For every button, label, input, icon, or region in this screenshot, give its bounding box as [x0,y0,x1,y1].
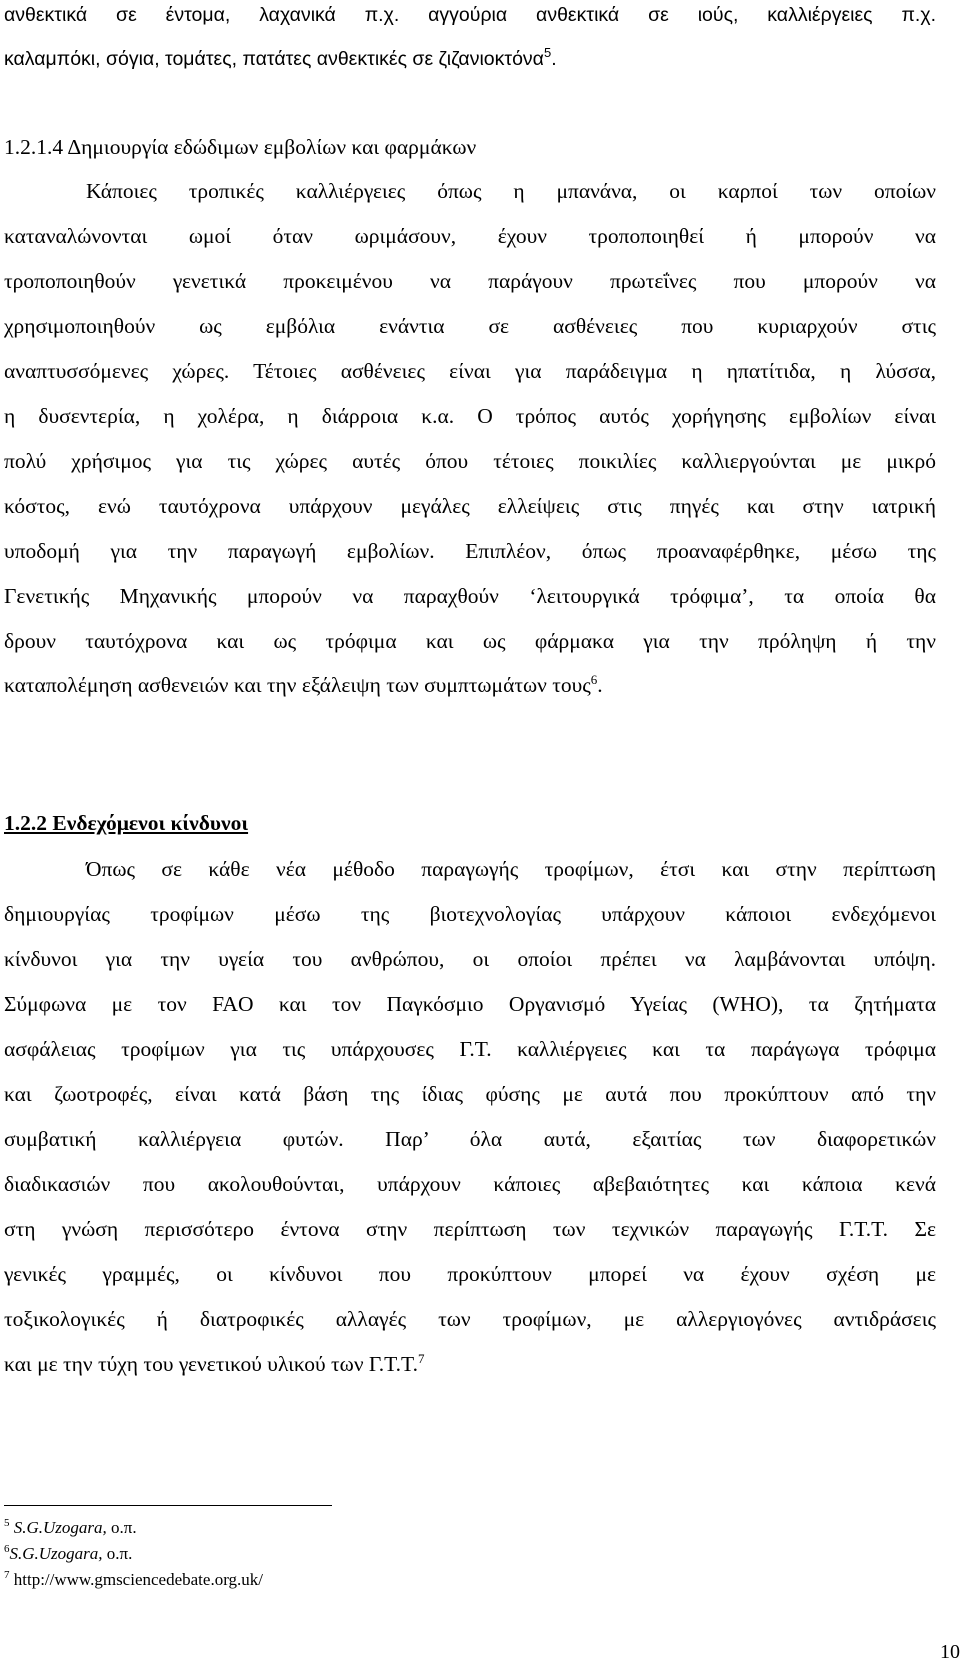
paragraph-last-line-text: καταπολέμηση ασθενειών και την εξάλειψη των συμπτωμάτων τους [4,673,591,697]
paragraph-line: διαδικασιών που ακολουθούνται, υπάρχουν κάποιες αβεβαιότητες και κάποια κενά [4,1172,936,1196]
paragraph-line: υποδομή για την παραγωγή εμβολίων. Επιπλέον, όπως προαναφέρθηκε, μέσω της [4,539,936,563]
paragraph-last-line [4,1351,936,1377]
footnote-author: S.G.Uzogara, [13,1518,107,1537]
paragraph-line: τροποποιηθούν γενετικά προκειμένου να παράγουν πρωτεΐνες που μπορούν να [4,269,936,293]
paragraph-line: Όπως σε κάθε νέα μέθοδο παραγωγής τροφίμων, έτσι και στην περίπτωση [86,857,936,881]
footnote-ref-7: 7 [417,1351,425,1366]
paragraph-line: ασφάλειας τροφίμων για τις υπάρχουσες Γ.Τ. καλλιέργειες και τα παράγωγα τρόφιμα [4,1037,936,1061]
paragraph-line: δρουν ταυτόχρονα και ως τρόφιμα και ως φάρμακα για την πρόληψη ή την [4,629,936,653]
footnote-number: 7 [4,1569,10,1581]
paragraph-line: γενικές γραμμές, οι κίνδυνοι που προκύπτουν μπορεί να έχουν σχέση με [4,1262,936,1286]
footnote-6 [4,1544,132,1564]
paragraph-line: αναπτυσσόμενες χώρες. Τέτοιες ασθένειες είναι για παράδειγμα η ηπατίτιδα, η λύσσα, [4,359,936,383]
intro-line-1: ανθεκτικά σε έντομα, λαχανικά π.χ. αγγούρια ανθεκτικά σε ιούς, καλλιέργειες π.χ. [4,4,936,26]
page-number: 10 [940,1641,960,1663]
footnote-7 [4,1570,263,1590]
footnote-ref-6: 6 [590,672,598,687]
footnote-ref-5: 5 [543,45,552,60]
intro-line-2-text: καλαμπόκι, σόγια, τομάτες, πατάτες ανθεκτικές σε ζιζανιοκτόνα [4,48,544,70]
footnote-text: ο.π. [102,1544,133,1563]
intro-line-2 [4,46,936,72]
paragraph-line: κίνδυνοι για την υγεία του ανθρώπου, οι οποίοι πρέπει να λαμβάνονται υπόψη. [4,947,936,971]
footnote-5 [4,1518,137,1538]
paragraph-line: κόστος, ενώ ταυτόχρονα υπάρχουν μεγάλες ελλείψεις στις πηγές και στην ιατρική [4,494,936,518]
section-heading-1-2-1-4: 1.2.1.4 Δημιουργία εδώδιμων εμβολίων και φαρμάκων [4,135,477,159]
paragraph-line: Κάποιες τροπικές καλλιέργειες όπως η μπανάνα, οι καρποί των οποίων [86,179,936,203]
paragraph-line: και ζωοτροφές, είναι κατά βάση της ίδιας φύσης με αυτά που προκύπτουν από την [4,1082,936,1106]
footnote-link[interactable]: http://www.gmsciencedebate.org.uk/ [9,1570,264,1589]
paragraph-line: συμβατική καλλιέργεια φυτών. Παρ’ όλα αυτά, εξαιτίας των διαφορετικών [4,1127,936,1151]
paragraph-line: δημιουργίας τροφίμων μέσω της βιοτεχνολογίας υπάρχουν κάποιοι ενδεχόμενοι [4,902,936,926]
paragraph-line: πολύ χρήσιμος για τις χώρες αυτές όπου τέτοιες ποικιλίες καλλιεργούνται με μικρό [4,449,936,473]
paragraph-last-line [4,672,936,698]
intro-line-2-end: . [551,48,557,70]
paragraph-last-line-text: και με την τύχη του γενετικού υλικού των Γ.Τ.Τ. [4,1352,418,1376]
footnote-number: 5 [4,1517,10,1529]
paragraph-line: η δυσεντερία, η χολέρα, η διάρροια κ.α. Ο τρόπος αυτός χορήγησης εμβολίων είναι [4,404,936,428]
section-heading-1-2-2: 1.2.2 Ενδεχόμενοι κίνδυνοι [4,811,249,835]
footnote-author: S.G.Uzogara, [9,1544,103,1563]
paragraph-line: Γενετικής Μηχανικής μπορούν να παραχθούν ‘λειτουργικά τρόφιμα’, τα οποία θα [4,584,936,608]
paragraph-line: καταναλώνονται ωμοί όταν ωριμάσουν, έχουν τροποποιηθεί ή μπορούν να [4,224,936,248]
footnote-text: ο.π. [106,1518,137,1537]
footnote-number: 6 [4,1543,10,1555]
paragraph-line: Σύμφωνα με τον FAO και τον Παγκόσμιο Οργανισμό Υγείας (WHO), τα ζητήματα [4,992,936,1016]
paragraph-line: χρησιμοποιηθούν ως εμβόλια ενάντια σε ασθένειες που κυριαρχούν στις [4,314,936,338]
paragraph-last-line-end: . [597,673,603,697]
footnote-separator [4,1505,332,1506]
paragraph-line: στη γνώση περισσότερο έντονα στην περίπτωση των τεχνικών παραγωγής Γ.Τ.Τ. Σε [4,1217,936,1241]
paragraph-line: τοξικολογικές ή διατροφικές αλλαγές των τροφίμων, με αλλεργιογόνες αντιδράσεις [4,1307,936,1331]
